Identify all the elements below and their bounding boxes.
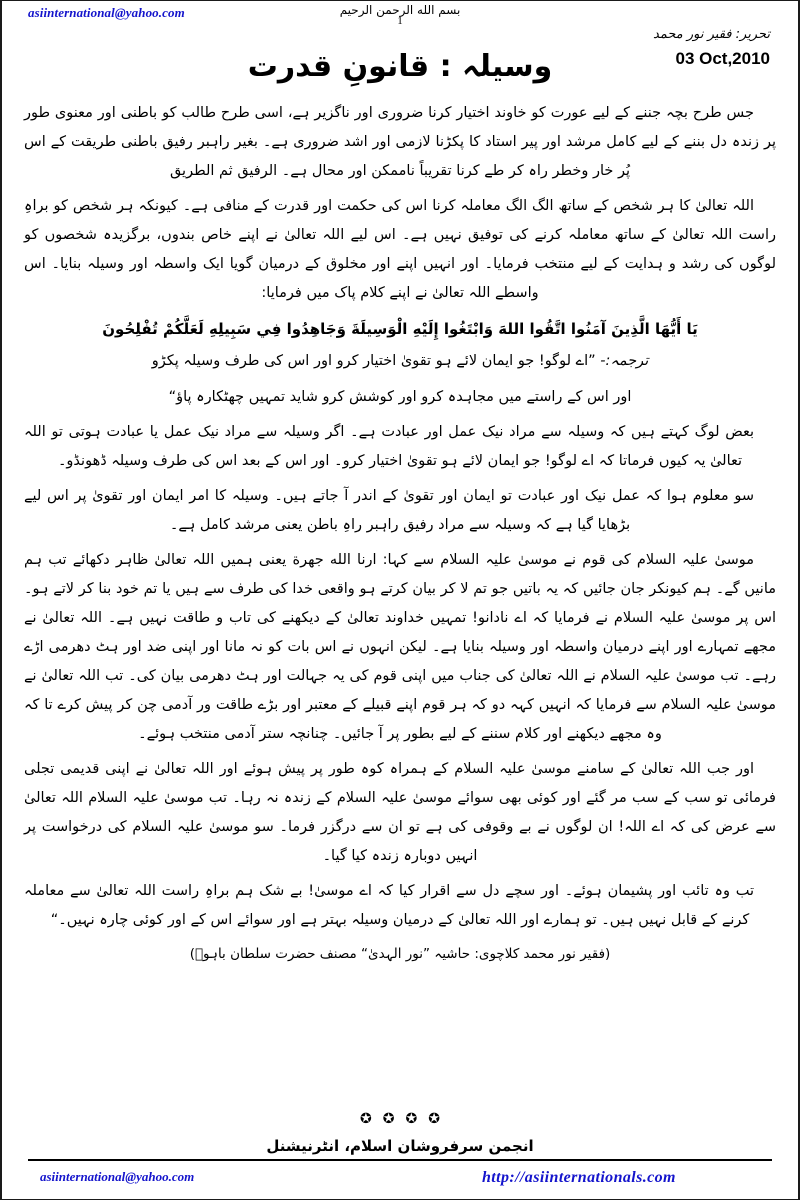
translation-label: ترجمہ:- <box>600 353 649 369</box>
page-title: وسیلہ : قانونِ قدرت <box>247 49 553 84</box>
page-number: 1 <box>397 15 403 27</box>
quran-verse-arabic: يَا أَيُّهَا الَّذِينَ آمَنُوا اتَّقُوا اللهَ وَابْتَغُوا إِلَيْهِ الْوَسِيلَةَ وَجَاهِدُوا فِي سَبِيلِهِ لَعَلَّكُمْ تُفْلِحُونَ <box>102 320 698 338</box>
footer-website-url[interactable]: http://asiinternationals.com <box>482 1169 676 1186</box>
paragraph: موسیٰ علیہ السلام کی قوم نے موسیٰ علیہ السلام سے کہا: ارنا الله جهرة یعنی ہمیں اللہ تعالیٰ ظاہر دکھائے تب ہم مانیں گے۔ ہم کیونکر جان جائیں کہ یہ باتیں جو تم لا کر بیان کرتے ہو واقعی خدا کی طرف سے ہیں یا تم خود بنا کر لاتے ہو۔ اس پر موسیٰ علیہ السلام نے فرمایا کہ اے نادانو! تمہیں خداوند تعالیٰ کے دیکھنے کی تاب و طاقت نہیں ہے۔ اللہ تعالیٰ نے مجھے تمہارے اور اپنے درمیان واسطہ اور وسیلہ بنایا ہے۔ لیکن انہوں نے اس بات کو نہ مانا اور اپنی ضد اور ہٹ دھرمی اڑے رہے۔ تب موسیٰ علیہ السلام نے اللہ تعالیٰ کی جناب میں اپنی قوم کی یہ جہالت اور ہٹ دھرمی بیان کی۔ تب اللہ تعالیٰ نے موسیٰ علیہ السلام سے فرمایا کہ انہیں کہہ دو کہ ہر قوم اپنے قبیلے کے معتبر اور بڑے طاقت ور آدمی چن کر پیش کرے تا کہ وہ مجھے دیکھنے اور کلام سننے کے لیے بطور پر آ جائیں۔ چنانچہ ستر آدمی منتخب ہوئے۔ <box>24 552 776 742</box>
bismillah-line: بسم الله الرحمن الرحيم <box>339 3 461 17</box>
paragraph: سو معلوم ہوا کہ عمل نیک اور عبادت تو ایمان اور تقویٰ کے اندر آ جاتے ہیں۔ وسیلہ کا امر ایمان اور تقویٰ پر اس لیے بڑھایا گیا ہے کہ وسیلہ سے مراد رفیق راہبر راہِ باطن یعنی مرشد کامل ہے۔ <box>24 488 754 533</box>
article-body <box>24 99 776 1081</box>
author-byline: تحریر: فقیر نور محمد <box>653 27 770 42</box>
paragraph: اور جب اللہ تعالیٰ کے سامنے موسیٰ علیہ السلام کے ہمراہ کوہ طور پر پیش ہوئے اور اللہ تعالیٰ نے اپنی قدیمی تجلی فرمائی تو سب کے سب مر گئے اور کوئی بھی سوائے موسیٰ علیہ السلام کے زندہ نہ رہا۔ تب موسیٰ علیہ السلام اللہ تعالیٰ سے عرض کی کہ اے اللہ! ان لوگوں نے بے وقوفی کی ہے تو ان سے درگزر فرما۔ سو موسیٰ علیہ السلام کی درخواست پر انہیں دوبارہ زندہ کیا گیا۔ <box>24 761 776 864</box>
ornament-divider-icon: ✪✪✪✪ <box>360 1111 451 1127</box>
paragraph: اللہ تعالیٰ کا ہر شخص کے ساتھ الگ الگ معاملہ کرنا اس کی حکمت اور قدرت کے منافی ہے۔ کیونکہ ہر شخص کو براہِ راست اللہ تعالیٰ کے ساتھ معاملہ کرنے کی توفیق نہیں ہے۔ اس لیے اللہ تعالیٰ نے اپنے خاص بندوں، برگزیدہ شخصوں کو لوگوں کی رشد و ہدایت کے لیے منتخب فرمایا۔ اور انہیں اپنے اور مخلوق کے درمیان گویا ایک واسطہ اور وسیلہ بنایا۔ اس واسطے اللہ تعالیٰ نے اپنے کلام پاک میں فرمایا: <box>24 198 776 301</box>
header-email: asiinternational@yahoo.com <box>28 5 185 20</box>
source-citation: (فقیر نور محمد کلاچوی: حاشیہ ”نور الہدیٰ“ مصنف حضرت سلطان باہوؒ) <box>189 946 611 962</box>
paragraph: جس طرح بچہ جننے کے لیے عورت کو خاوند اختیار کرنا ضروری اور ناگزیر ہے، اسی طرح طالب کو باطنی اور معنوی طور پر زندہ دل بننے کے لیے کامل مرشد اور پیر استاد کا پکڑنا لازمی اور اشد ضروری ہے۔ بغیر راہبر رفیق باطنی طریقت کے اس پُر خار وخطر راہ کر طے کرنا تقریباً ناممکن اور محال ہے۔ الرفیق ثم الطریق <box>24 105 776 179</box>
footer-email: asiinternational@yahoo.com <box>40 1169 195 1184</box>
publication-date: 03 Oct,2010 <box>675 49 770 68</box>
quran-verse-translation-line: اور اس کے راستے میں مجاہدہ کرو اور کوشش کرو شاید تمہیں چھٹکارہ پاؤ“ <box>168 389 632 405</box>
footer-divider <box>28 1159 772 1161</box>
quran-verse-translation-line <box>24 346 776 376</box>
translation-text: ”اے لوگو! جو ایمان لائے ہو تقویٰ اختیار کرو اور اس کی طرف وسیلہ پکڑو <box>151 353 596 369</box>
paragraph: بعض لوگ کہتے ہیں کہ وسیلہ سے مراد نیک عمل اور عبادت ہے۔ اگر وسیلہ سے مراد نیک عمل یا عبادت ہوتی تو اللہ تعالیٰ یہ کیوں فرماتا کہ اے لوگو! جو ایمان لائے ہو تقویٰ اختیار کرو۔ اور اس کے بعد اس کی طرف وسیلہ ڈھونڈو۔ <box>24 424 754 469</box>
organization-name: انجمن سرفروشان اسلام، انٹرنیشنل <box>266 1137 534 1155</box>
paragraph: تب وہ تائب اور پشیمان ہوئے۔ اور سچے دل سے اقرار کیا کہ اے موسیٰ! بے شک ہم براہِ راست اللہ تعالیٰ سے معاملہ کرنے کے قابل نہیں ہیں۔ تو ہمارے اور اللہ تعالیٰ کے درمیان وسیلہ بہتر ہے اور سوائے اس کے اور کوئی چارہ نہیں۔“ <box>24 883 754 928</box>
